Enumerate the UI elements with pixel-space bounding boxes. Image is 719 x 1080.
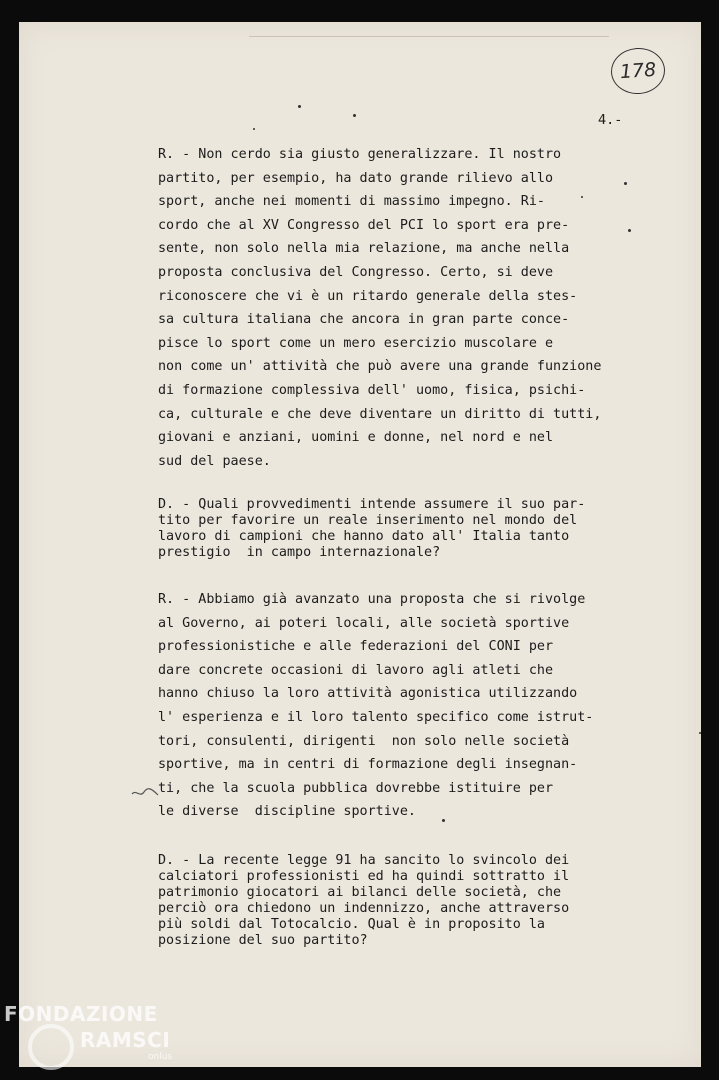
logo-onlus: onlus [148,1052,173,1062]
question-paragraph: D. - Quali provvedimenti intende assumere il suo par- tito per favorire un reale inserimento nel mondo del lavoro di campioni che hanno dato all' Italia tanto prestigio in campo internazionale? [158,497,586,560]
paper-speck [353,114,356,117]
answer-paragraph: R. - Non cerdo sia giusto generalizzare. Il nostro partito, per esempio, ha dato grande rilievo allo sport, anche nei momenti di massimo impegno. Ri- cordo che al XV Congresso del PCI lo sport era pre- sente, non solo nella mia relazione, ma anche nella proposta conclusiva del Congresso. Certo, si deve riconoscere che vi è un ritardo generale della stes- sa cultura italiana che ancora in gran parte conce- pisce lo sport come un mero esercizio muscolare e non come un' attività che può avere una grande funzione di formazione complessiva dell' uomo, fisica, psichi- ca, culturale e che deve diventare un diritto di tutti, giovani e anziani, uomini e donne, nel nord e nel sud del paese. [158,147,602,469]
paper-speck [298,105,301,108]
paper-speck [628,229,631,232]
logo-line1: FONDAZIONE [4,1002,158,1026]
pencil-scribble [131,786,159,800]
answer-paragraph: R. - Abbiamo già avanzato una proposta che si rivolge al Governo, ai poteri locali, alle società sportive professionistiche e alle federazioni del CONI per dare concrete occasioni di lavoro agli atleti che hanno chiuso la loro attività agonistica utilizzando l' esperienza e il loro talento specifico come istrut- tori, consulenti, dirigenti non solo nelle società sportive, ma in centri di formazione degli insegnan- ti, che la scuola pubblica dovrebbe istituire per le diverse discipline sportive. [158,592,594,820]
top-rule [249,36,609,37]
paper-speck [699,732,701,734]
archive-number-stamp: 178 [609,46,666,96]
question-paragraph: D. - La recente legge 91 ha sancito lo svincolo dei calciatori professionisti ed ha quindi sottratto il patrimonio giocatori ai bilanci delle società, che perciò ora chiedono un indennizzo, anche attraverso più soldi dal Totocalcio. Qual è in proposito la posizione del suo partito? [158,853,570,948]
page-number: 4.- [598,112,623,128]
logo-g-ring-icon [28,1024,74,1070]
document-page [19,22,701,1067]
fondazione-gramsci-logo [4,1002,194,1078]
logo-line2: RAMSCI [80,1028,171,1052]
paper-speck [624,182,627,185]
paper-speck [253,128,255,130]
